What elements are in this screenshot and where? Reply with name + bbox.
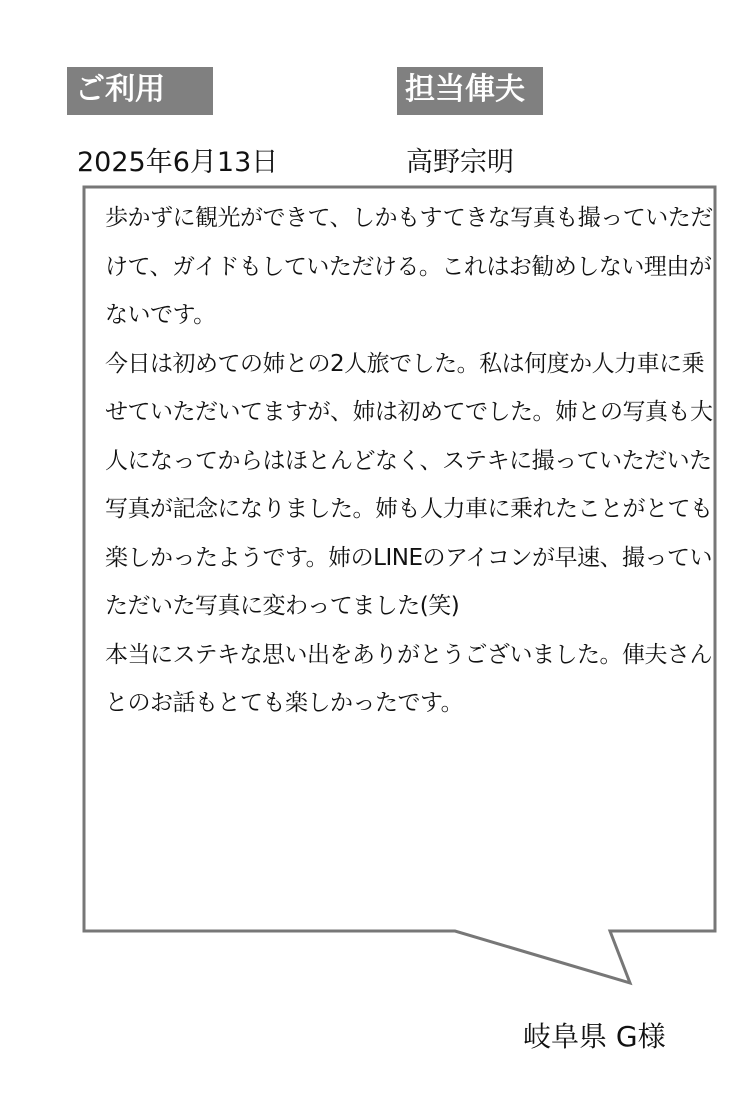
- comment-paragraph: 歩かずに観光ができて、しかもすてきな写真も撮っていただけて、ガイドもしていただける。これはお勧めしない理由がないです。: [105, 205, 713, 328]
- date-label: ご利用: [67, 67, 213, 115]
- staff-label: 担当俥夫: [397, 67, 543, 115]
- visit-date: 2025年6月13日: [77, 147, 279, 178]
- staff-name: 高野宗明: [406, 147, 514, 178]
- comment-paragraph: 今日は初めての姉との2人旅でした。私は何度か人力車に乗せていただいてますが、姉は初めてでした。姉との写真も大人になってからはほとんどなく、ステキに撮っていただいた写真が記念になりました。姉も人力車に乗れたことがとても楽しかったようです。姉のLINEのアイコンが早速、撮っていただいた写真に変わってました(笑): [105, 350, 713, 619]
- comment-text: [105, 194, 715, 728]
- comment-paragraph: 本当にステキな思い出をありがとうございました。俥夫さんとのお話もとても楽しかったです。: [105, 641, 713, 716]
- customer-name: 岐阜県 G様: [523, 1020, 666, 1053]
